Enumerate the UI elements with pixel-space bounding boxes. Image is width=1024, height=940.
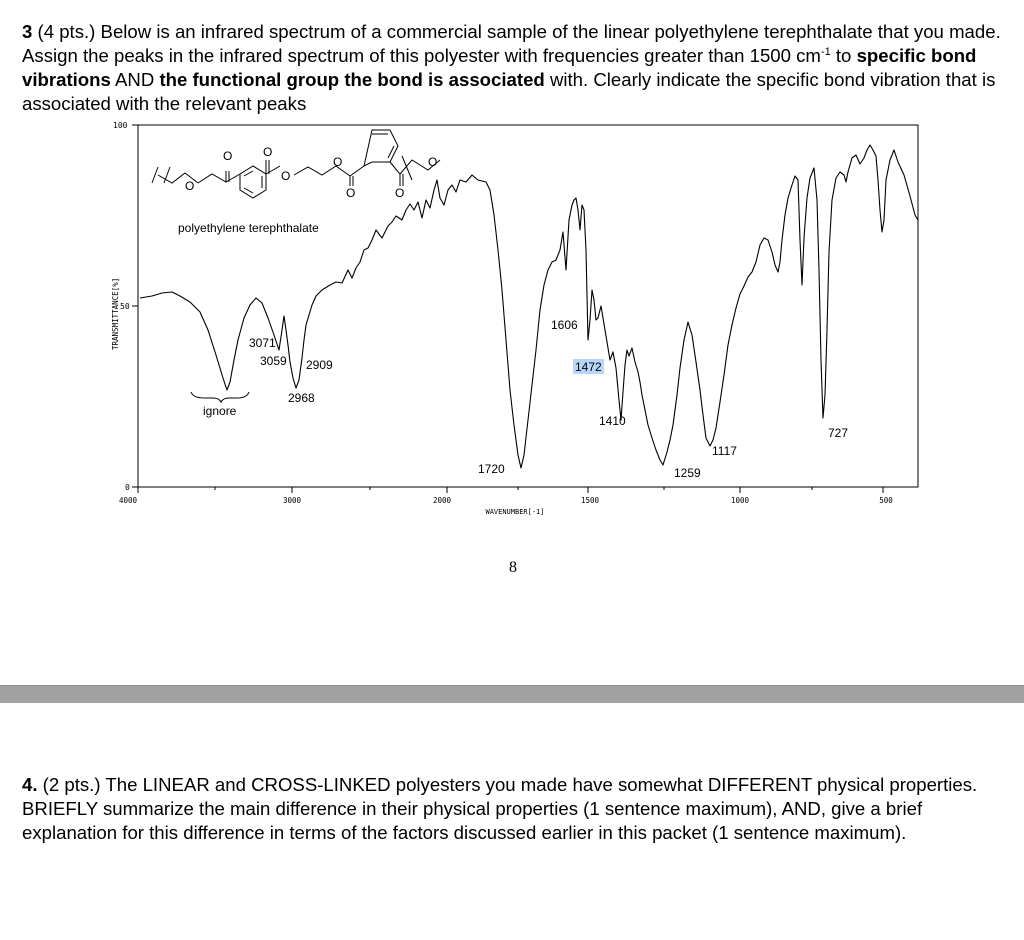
- peak-label-727: 727: [828, 426, 849, 440]
- x-axis-label: WAVENUMBER[-1]: [485, 508, 545, 516]
- peak-label-1606: 1606: [551, 318, 578, 332]
- y-tick-100: 100: [113, 121, 128, 130]
- y-axis: [132, 125, 138, 487]
- structure-atom-o5: O: [333, 155, 343, 169]
- x-tick-4000: 4000: [118, 496, 138, 505]
- question-3-text: (4 pts.) Below is an infrared spectrum of a commercial sample of the linear polyethylene terephthalate that you made. Assign the peaks in the infrared spectrum of this polyester with frequencies greater than 1500 cm: [22, 21, 1001, 66]
- y-tick-50: 50: [120, 302, 130, 311]
- question-3-text-to: to: [830, 45, 857, 66]
- question-4-number: 4.: [22, 774, 38, 795]
- molecule-label: polyethylene terephthalate: [178, 221, 319, 235]
- bold-functional-group: the functional group the bond is associated: [159, 69, 545, 90]
- unit-superscript: -1: [820, 45, 831, 58]
- peak-label-2968: 2968: [288, 391, 315, 405]
- spectrum-trace: [140, 145, 918, 468]
- x-tick-2000: 2000: [432, 496, 452, 505]
- x-tick-1500: 1500: [580, 496, 600, 505]
- structure-atom-o1: O: [185, 179, 195, 193]
- question-4-text: (2 pts.) The LINEAR and CROSS-LINKED polyesters you made have somewhat DIFFERENT physical properties. BRIEFLY summarize the main difference in their physical properties (1 sentence maximum), AND, give a brief explanation for this difference in terms of the factors discussed earlier in this packet (1 sentence maximum).: [22, 774, 978, 843]
- annotation-ignore: ignore: [203, 404, 237, 418]
- question-3-text-and: AND: [110, 69, 160, 90]
- bold-bond-vibrations: specific bond vibrations: [22, 45, 977, 90]
- question-3: [22, 20, 1007, 116]
- x-axis-ticks: [138, 487, 883, 493]
- plot-frame: [138, 125, 918, 487]
- ir-spectrum-figure: [100, 118, 930, 528]
- peak-label-2909: 2909: [306, 358, 333, 372]
- peak-label-1410: 1410: [599, 414, 626, 428]
- peak-label-3071: 3071: [249, 336, 276, 350]
- structure-atom-o4: O: [281, 169, 291, 183]
- peak-label-1117: 1117: [712, 444, 737, 458]
- x-tick-1000: 1000: [730, 496, 750, 505]
- page-number: 8: [509, 559, 517, 576]
- question-3-number: 3: [22, 21, 33, 42]
- structure-atom-o6: O: [346, 186, 356, 200]
- peak-label-1259: 1259: [674, 466, 701, 480]
- peak-label-1720: 1720: [478, 462, 505, 476]
- question-4: [22, 773, 1007, 845]
- question-3-text-rest: with. Clearly indicate the specific bond vibration that is associated with the relevant peaks: [22, 69, 996, 114]
- y-tick-0: 0: [125, 483, 130, 492]
- x-tick-3000: 3000: [282, 496, 302, 505]
- peak-label-3059: 3059: [260, 354, 287, 368]
- peak-label-1472: 1472: [575, 360, 602, 374]
- page-divider: [0, 685, 1024, 703]
- structure-atom-o2: O: [223, 149, 233, 163]
- structure-atom-o3: O: [263, 145, 273, 159]
- ignore-bracket: [191, 392, 249, 402]
- structure-atom-o8: O: [428, 155, 438, 169]
- structure-atom-o7: O: [395, 186, 405, 200]
- x-tick-500: 500: [879, 496, 893, 505]
- y-axis-label: TRANSMITTANCE[%]: [111, 277, 120, 350]
